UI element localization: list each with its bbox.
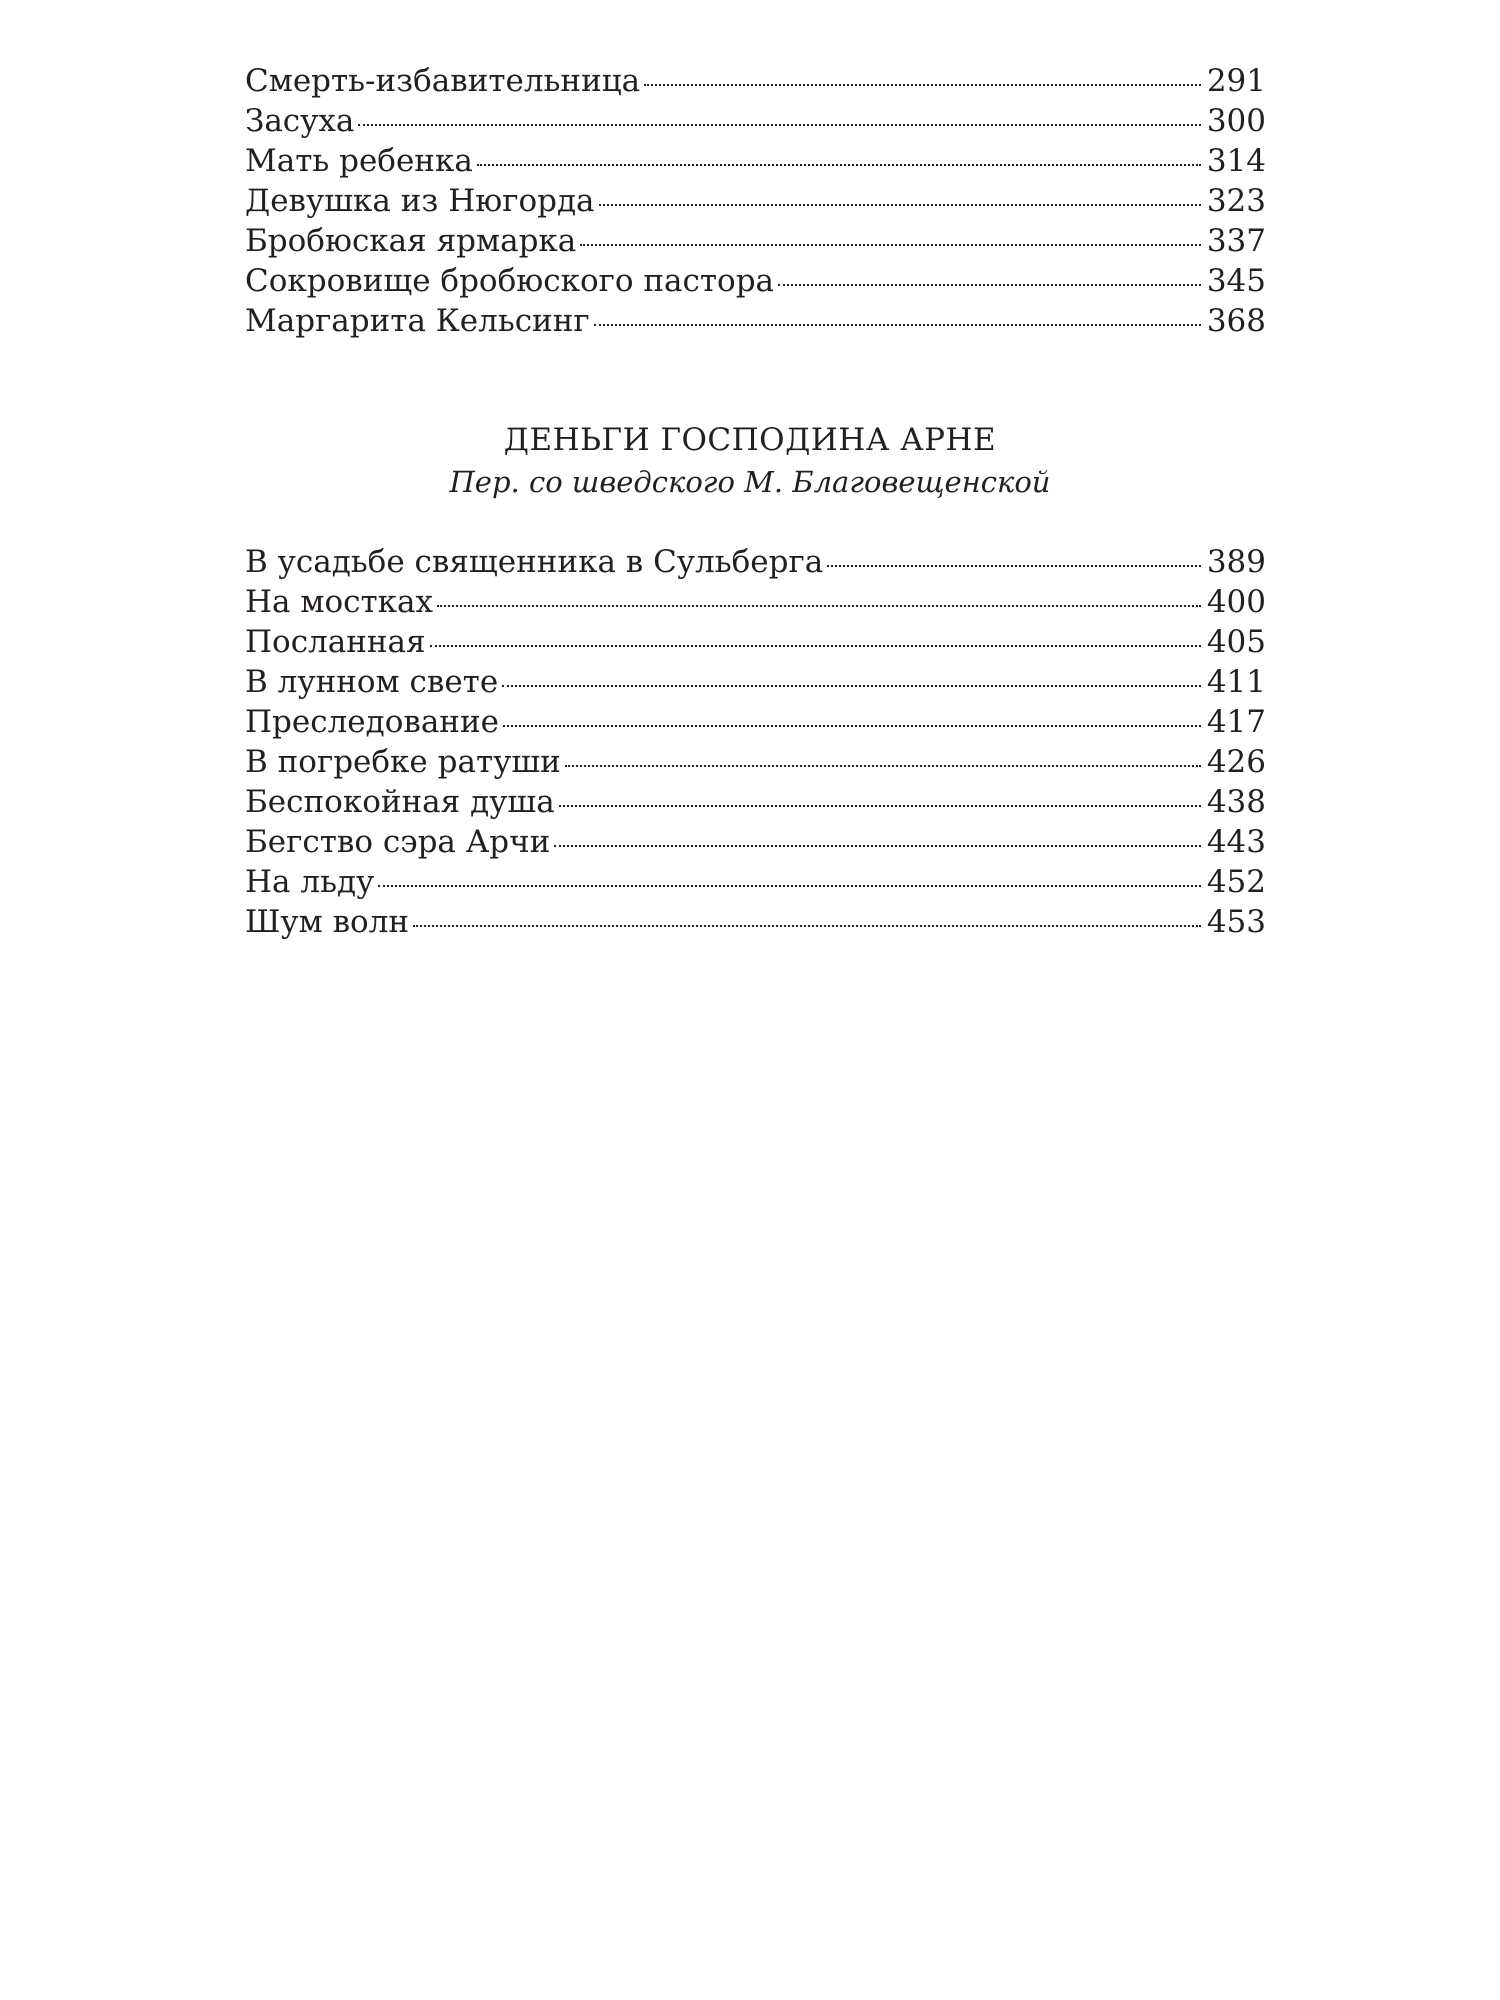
section-subtitle: Пер. со шведского М. Благовещенской [449, 465, 1051, 499]
toc-entry-title: В усадьбе священника в Сульберга [245, 544, 824, 580]
toc-entry-title: Маргарита Кельсинг [245, 303, 590, 339]
toc-dot-leader [554, 845, 1201, 847]
toc-entry-title: Бробюская ярмарка [245, 223, 577, 259]
toc-entry-page: 389 [1206, 544, 1266, 580]
toc-entry [245, 582, 1266, 622]
toc-dot-leader [430, 645, 1201, 647]
toc-entry [245, 662, 1266, 702]
toc-entry [245, 221, 1266, 261]
toc-entry-page: 368 [1206, 303, 1266, 339]
toc-entry-title: В лунном свете [245, 664, 499, 700]
toc-entry-title: Девушка из Нюгорда [245, 183, 595, 219]
toc-entry-page: 314 [1206, 143, 1266, 179]
toc-dot-leader [477, 164, 1201, 166]
toc-entry [245, 862, 1266, 902]
toc-dot-leader [413, 925, 1201, 927]
toc-entry [245, 542, 1266, 582]
toc-entry [245, 301, 1266, 341]
toc-entry [245, 782, 1266, 822]
toc-entry-title: Бегство сэра Арчи [245, 824, 551, 860]
toc-entry-page: 452 [1206, 864, 1266, 900]
toc-list-part-2 [245, 542, 1266, 942]
toc-dot-leader [827, 565, 1201, 567]
toc-entry-page: 438 [1206, 784, 1266, 820]
toc-entry-page: 345 [1206, 263, 1266, 299]
toc-dot-leader [437, 605, 1201, 607]
toc-entry [245, 261, 1266, 301]
toc-entry [245, 61, 1266, 101]
toc-entry [245, 181, 1266, 221]
toc-entry-title: Сокровище бробюского пастора [245, 263, 775, 299]
toc-entry-title: Засуха [245, 103, 355, 139]
section-title: ДЕНЬГИ ГОСПОДИНА АРНЕ [503, 422, 997, 458]
toc-entry-title: На мостках [245, 584, 433, 620]
toc-dot-leader [580, 244, 1201, 246]
toc-dot-leader [503, 725, 1201, 727]
toc-entry-page: 443 [1206, 824, 1266, 860]
toc-entry-title: В погребке ратуши [245, 744, 561, 780]
toc-entry-page: 337 [1206, 223, 1266, 259]
toc-entry-title: Шум волн [245, 904, 410, 940]
toc-entry [245, 902, 1266, 942]
toc-entry-title: Преследование [245, 704, 499, 740]
toc-dot-leader [358, 124, 1200, 126]
toc-entry-page: 300 [1206, 103, 1266, 139]
toc-entry-title: Посланная [245, 624, 426, 660]
toc-list-part-1 [245, 61, 1266, 341]
toc-dot-leader [502, 685, 1201, 687]
toc-dot-leader [559, 805, 1201, 807]
toc-entry-title: Смерть-избавительница [245, 63, 641, 99]
toc-dot-leader [565, 765, 1201, 767]
toc-entry-title: Мать ребенка [245, 143, 473, 179]
toc-entry [245, 101, 1266, 141]
toc-dot-leader [594, 324, 1201, 326]
toc-dot-leader [599, 204, 1201, 206]
toc-entry-title: На льду [245, 864, 375, 900]
section-heading [0, 418, 1500, 502]
toc-entry [245, 622, 1266, 662]
toc-entry [245, 742, 1266, 782]
toc-entry-page: 405 [1206, 624, 1266, 660]
toc-entry-page: 291 [1206, 63, 1266, 99]
toc-dot-leader [644, 84, 1201, 86]
toc-entry-page: 453 [1206, 904, 1266, 940]
toc-dot-leader [778, 284, 1201, 286]
toc-entry-page: 323 [1206, 183, 1266, 219]
toc-entry [245, 822, 1266, 862]
toc-entry-page: 400 [1206, 584, 1266, 620]
toc-entry-page: 426 [1206, 744, 1266, 780]
toc-entry-page: 417 [1206, 704, 1266, 740]
toc-entry [245, 141, 1266, 181]
toc-entry [245, 702, 1266, 742]
toc-entry-title: Беспокойная душа [245, 784, 555, 820]
toc-entry-page: 411 [1206, 664, 1266, 700]
toc-dot-leader [378, 885, 1201, 887]
